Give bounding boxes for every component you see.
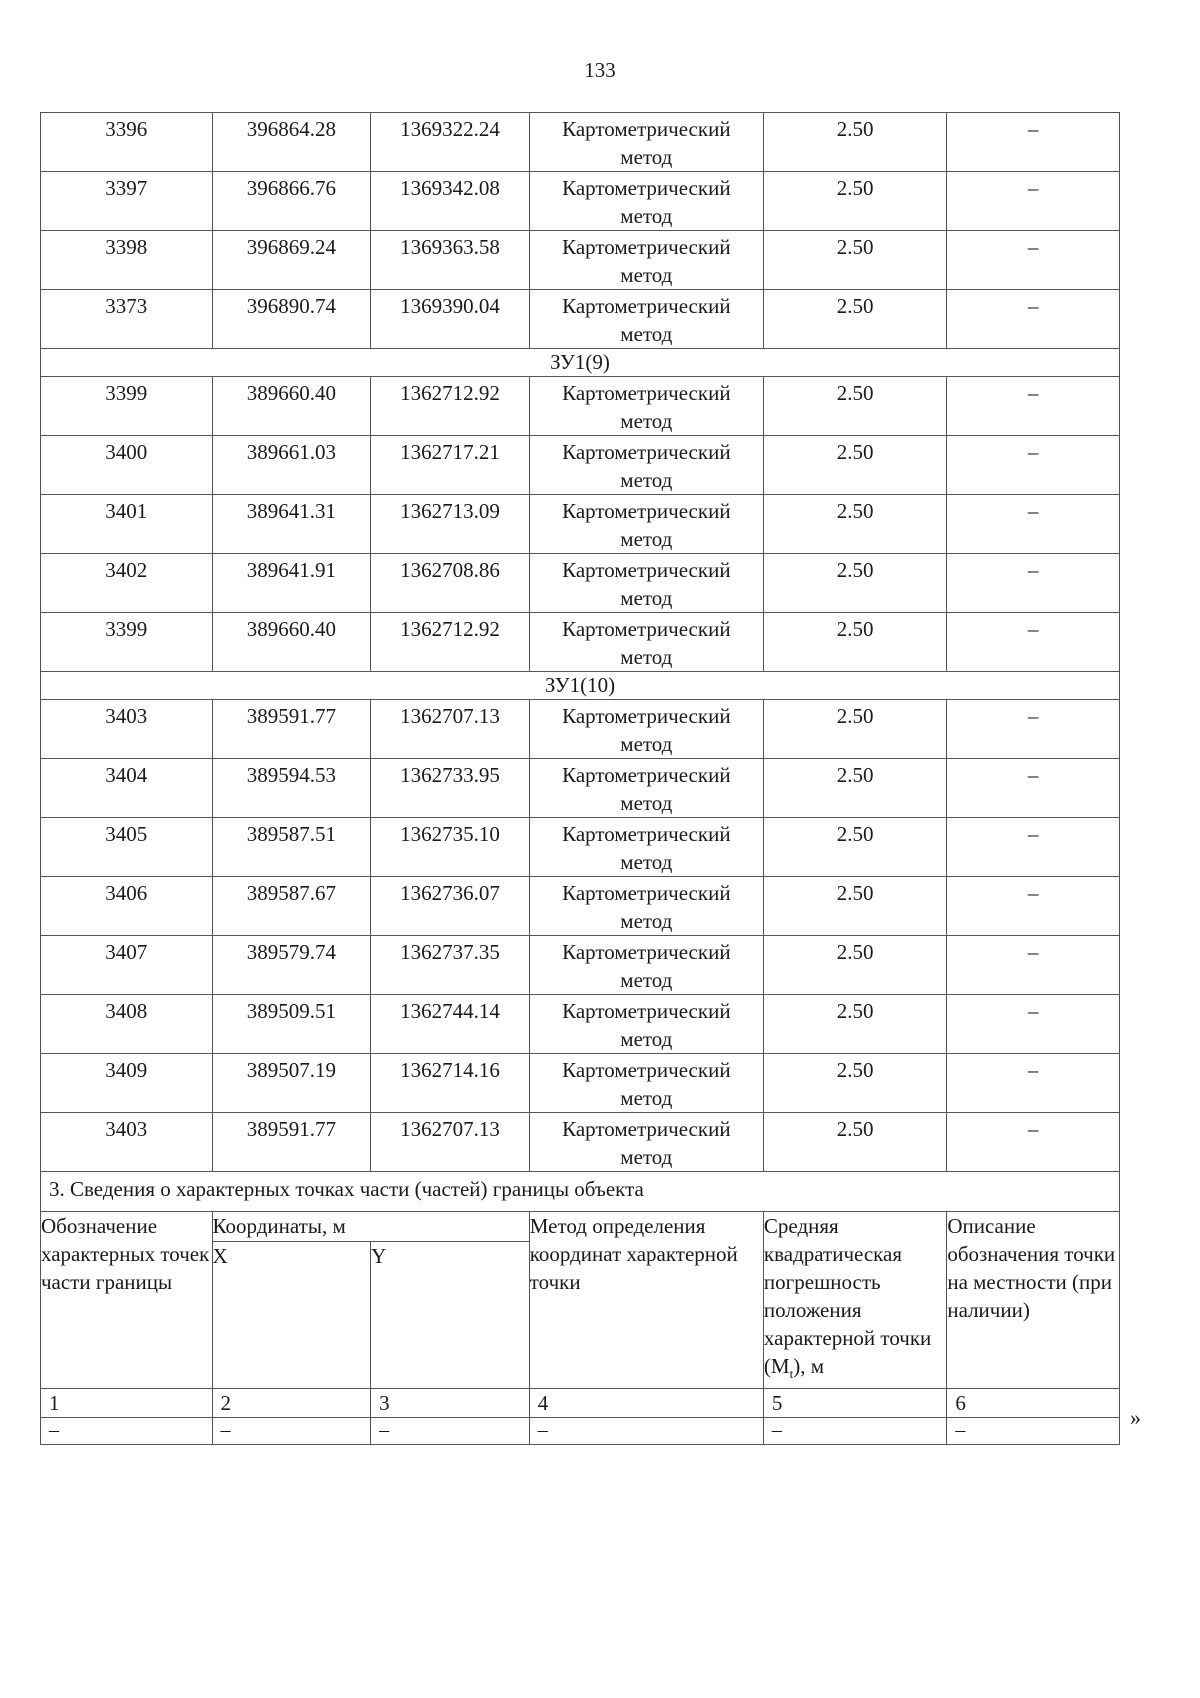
point-number: 3403: [105, 1117, 148, 1141]
column-number: 2: [212, 1389, 371, 1418]
method-line-2: метод: [620, 468, 673, 492]
column-number: 3: [371, 1389, 530, 1418]
coord-y: 1362735.10: [400, 822, 500, 846]
coord-x: 389641.31: [246, 499, 336, 523]
column-numbers-row: [41, 1389, 1120, 1418]
empty-cell: –: [41, 1418, 213, 1445]
accuracy-value: 2.50: [836, 176, 874, 200]
method-line-1: Картометрический: [562, 763, 731, 787]
point-number: 3397: [105, 176, 148, 200]
point-row: [41, 231, 1120, 290]
accuracy-value: 2.50: [836, 1117, 874, 1141]
coord-x: 389594.53: [246, 763, 336, 787]
method-line-2: метод: [620, 791, 673, 815]
method-line-1: Картометрический: [562, 235, 731, 259]
point-description: –: [1027, 822, 1039, 846]
coord-x: 389660.40: [246, 381, 336, 405]
point-description: –: [1027, 440, 1039, 464]
method-line-2: метод: [620, 732, 673, 756]
point-row: [41, 700, 1120, 759]
method-line-2: метод: [620, 850, 673, 874]
point-description: –: [1027, 881, 1039, 905]
coord-x: 389591.77: [246, 1117, 336, 1141]
coord-y: 1369342.08: [400, 176, 500, 200]
method-line-2: метод: [620, 1145, 673, 1169]
method-line-2: метод: [620, 968, 673, 992]
point-row: [41, 818, 1120, 877]
point-number: 3399: [105, 617, 148, 641]
coord-y: 1362712.92: [400, 381, 500, 405]
empty-data-row: [41, 1418, 1120, 1445]
point-row: [41, 877, 1120, 936]
method-line-1: Картометрический: [562, 381, 731, 405]
method-line-1: Картометрический: [562, 999, 731, 1023]
method-line-1: Картометрический: [562, 881, 731, 905]
header-x: X: [212, 1242, 371, 1389]
column-number: 5: [763, 1389, 946, 1418]
method-line-2: метод: [620, 1027, 673, 1051]
point-row: [41, 995, 1120, 1054]
point-number: 3400: [105, 440, 148, 464]
parcel-section-label: ЗУ1(9): [41, 349, 1120, 377]
header-coordinates: Координаты, м: [212, 1212, 529, 1242]
method-line-2: метод: [620, 145, 673, 169]
coord-x: 389591.77: [246, 704, 336, 728]
method-line-1: Картометрический: [562, 294, 731, 318]
point-description: –: [1027, 499, 1039, 523]
point-number: 3405: [105, 822, 148, 846]
accuracy-value: 2.50: [836, 558, 874, 582]
closing-quote: »: [1130, 1405, 1141, 1430]
method-line-1: Картометрический: [562, 117, 731, 141]
accuracy-value: 2.50: [836, 822, 874, 846]
coord-x: 396864.28: [246, 117, 336, 141]
method-line-1: Картометрический: [562, 1117, 731, 1141]
coord-x: 389507.19: [246, 1058, 336, 1082]
method-line-1: Картометрический: [562, 440, 731, 464]
method-line-1: Картометрический: [562, 1058, 731, 1082]
point-description: –: [1027, 117, 1039, 141]
page-number: 133: [584, 58, 616, 82]
method-line-2: метод: [620, 409, 673, 433]
method-line-2: метод: [620, 645, 673, 669]
method-line-2: метод: [620, 527, 673, 551]
point-description: –: [1027, 558, 1039, 582]
point-row: [41, 1113, 1120, 1172]
coord-y: 1362737.35: [400, 940, 500, 964]
point-description: –: [1027, 381, 1039, 405]
point-number: 3401: [105, 499, 148, 523]
coord-x: 389641.91: [246, 558, 336, 582]
accuracy-value: 2.50: [836, 999, 874, 1023]
section3-title-row: [41, 1172, 1120, 1212]
point-description: –: [1027, 294, 1039, 318]
point-number: 3399: [105, 381, 148, 405]
coord-y: 1362733.95: [400, 763, 500, 787]
point-row: [41, 936, 1120, 995]
accuracy-value: 2.50: [836, 294, 874, 318]
point-description: –: [1027, 176, 1039, 200]
coord-y: 1362714.16: [400, 1058, 500, 1082]
method-line-1: Картометрический: [562, 704, 731, 728]
section3-title: 3. Сведения о характерных точках части (частей) границы объекта: [41, 1172, 1120, 1212]
point-row: [41, 759, 1120, 818]
accuracy-value: 2.50: [836, 881, 874, 905]
empty-cell: –: [212, 1418, 371, 1445]
accuracy-value: 2.50: [836, 617, 874, 641]
accuracy-value: 2.50: [836, 117, 874, 141]
column-number: 1: [41, 1389, 213, 1418]
column-number: 6: [947, 1389, 1120, 1418]
accuracy-value: 2.50: [836, 381, 874, 405]
coord-y: 1362708.86: [400, 558, 500, 582]
method-line-1: Картометрический: [562, 499, 731, 523]
accuracy-value: 2.50: [836, 1058, 874, 1082]
coord-y: 1369322.24: [400, 117, 500, 141]
point-description: –: [1027, 1058, 1039, 1082]
method-line-1: Картометрический: [562, 558, 731, 582]
coord-x: 389661.03: [246, 440, 336, 464]
point-row: [41, 554, 1120, 613]
point-description: –: [1027, 763, 1039, 787]
coord-x: 396866.76: [246, 176, 336, 200]
coord-y: 1362717.21: [400, 440, 500, 464]
coord-x: 389579.74: [246, 940, 336, 964]
point-row: [41, 613, 1120, 672]
point-number: 3398: [105, 235, 148, 259]
point-row: [41, 172, 1120, 231]
point-number: 3396: [105, 117, 148, 141]
point-number: 3403: [105, 704, 148, 728]
point-description: –: [1027, 999, 1039, 1023]
empty-cell: –: [529, 1418, 763, 1445]
point-number: 3408: [105, 999, 148, 1023]
coord-y: 1362736.07: [400, 881, 500, 905]
empty-cell: –: [763, 1418, 946, 1445]
point-number: 3406: [105, 881, 148, 905]
accuracy-value: 2.50: [836, 499, 874, 523]
point-description: –: [1027, 940, 1039, 964]
header-y: Y: [371, 1242, 530, 1389]
method-line-2: метод: [620, 586, 673, 610]
parcel-section-row: [41, 349, 1120, 377]
accuracy-value: 2.50: [836, 440, 874, 464]
point-number: 3404: [105, 763, 148, 787]
header-description: Описание обозначения точки на местности (при наличии): [947, 1212, 1120, 1389]
header-designation: Обозначение характерных точек части границы: [41, 1212, 213, 1389]
point-description: –: [1027, 1117, 1039, 1141]
coord-y: 1362744.14: [400, 999, 500, 1023]
point-row: [41, 1054, 1120, 1113]
coord-x: 389587.51: [246, 822, 336, 846]
header-accuracy: Средняя квадратическая погрешность положения характерной точки $(M_t)$, м: [763, 1212, 946, 1389]
parcel-section-label: ЗУ1(10): [41, 672, 1120, 700]
point-row: [41, 436, 1120, 495]
method-line-1: Картометрический: [562, 940, 731, 964]
accuracy-value: 2.50: [836, 763, 874, 787]
empty-cell: –: [371, 1418, 530, 1445]
coord-y: 1362707.13: [400, 704, 500, 728]
coord-y: 1369363.58: [400, 235, 500, 259]
coord-x: 389587.67: [246, 881, 336, 905]
point-number: 3407: [105, 940, 148, 964]
accuracy-value: 2.50: [836, 235, 874, 259]
coordinates-table: [40, 112, 1120, 1445]
coord-x: 389509.51: [246, 999, 336, 1023]
method-line-2: метод: [620, 909, 673, 933]
parcel-section-row: [41, 672, 1120, 700]
point-number: 3402: [105, 558, 148, 582]
coord-y: 1362712.92: [400, 617, 500, 641]
column-number: 4: [529, 1389, 763, 1418]
coord-x: 389660.40: [246, 617, 336, 641]
header-method: Метод определения координат характерной точки: [529, 1212, 763, 1389]
method-line-1: Картометрический: [562, 176, 731, 200]
point-row: [41, 113, 1120, 172]
coord-y: 1369390.04: [400, 294, 500, 318]
section3-header-row: [41, 1212, 1120, 1242]
method-line-2: метод: [620, 263, 673, 287]
method-line-1: Картометрический: [562, 822, 731, 846]
empty-cell: –: [947, 1418, 1120, 1445]
point-description: –: [1027, 235, 1039, 259]
point-row: [41, 377, 1120, 436]
point-number: 3373: [105, 294, 148, 318]
point-number: 3409: [105, 1058, 148, 1082]
method-line-2: метод: [620, 1086, 673, 1110]
accuracy-value: 2.50: [836, 704, 874, 728]
coord-x: 396869.24: [246, 235, 336, 259]
method-line-2: метод: [620, 322, 673, 346]
coord-y: 1362713.09: [400, 499, 500, 523]
point-description: –: [1027, 617, 1039, 641]
method-line-1: Картометрический: [562, 617, 731, 641]
coord-y: 1362707.13: [400, 1117, 500, 1141]
point-row: [41, 495, 1120, 554]
point-row: [41, 290, 1120, 349]
coord-x: 396890.74: [246, 294, 336, 318]
method-line-2: метод: [620, 204, 673, 228]
point-description: –: [1027, 704, 1039, 728]
accuracy-value: 2.50: [836, 940, 874, 964]
